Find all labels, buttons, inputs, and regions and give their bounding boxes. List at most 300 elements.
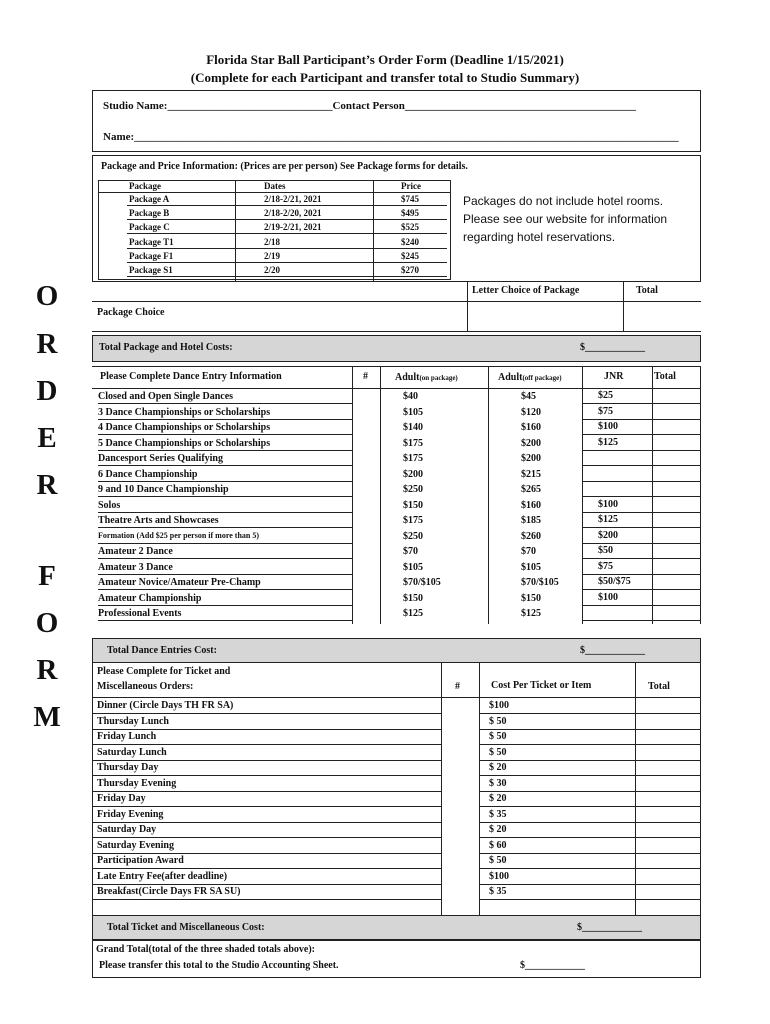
row-underline — [98, 605, 352, 606]
row-underline — [582, 620, 652, 621]
participant-name-field[interactable]: Name:___________________________________________________________________________________________________ — [103, 131, 679, 143]
dance-qty-input[interactable] — [354, 499, 378, 513]
dance-adult-on: $40 — [403, 391, 418, 402]
ticket-qty-input[interactable] — [443, 715, 477, 729]
ticket-qty-input[interactable] — [443, 777, 477, 791]
ticket-cost: $ 60 — [489, 839, 507, 851]
adult-on-sublabel: (on package) — [419, 374, 458, 382]
dance-qty-input[interactable] — [354, 452, 378, 466]
dance-qty-input[interactable] — [354, 390, 378, 404]
dance-total-input[interactable] — [654, 530, 698, 544]
row-underline — [582, 419, 652, 420]
dance-adult-on: $70/$105 — [403, 577, 441, 588]
dance-qty-input[interactable] — [354, 514, 378, 528]
row-underline — [98, 434, 352, 435]
dance-total-label: Total Dance Entries Cost: — [107, 645, 217, 656]
package-price: $525 — [401, 222, 419, 233]
row-underline — [98, 589, 352, 590]
dance-qty-input[interactable] — [354, 421, 378, 435]
dance-adult-off: $160 — [521, 499, 541, 511]
row-underline — [652, 465, 700, 466]
package-dates: 2/19 — [264, 250, 281, 261]
row-underline — [127, 233, 447, 234]
dance-total-input[interactable] — [654, 576, 698, 590]
row-underline — [98, 496, 352, 497]
ticket-total-input[interactable] — [637, 746, 697, 760]
row-underline — [652, 512, 700, 513]
adult-off-header — [498, 372, 562, 383]
ticket-name: Late Entry Fee(after deadline) — [97, 870, 228, 882]
row-underline — [652, 543, 700, 544]
ticket-name: Dinner (Circle Days TH FR SA) — [97, 700, 234, 711]
dance-qty-input[interactable] — [354, 530, 378, 544]
dance-adult-on: $150 — [403, 499, 423, 511]
dance-row — [92, 561, 701, 576]
ticket-total-input[interactable] — [637, 777, 697, 791]
package-name: Package C — [129, 222, 170, 233]
dance-total-input[interactable] — [654, 437, 698, 451]
ticket-name: Thursday Evening — [97, 777, 177, 789]
row-underline — [582, 496, 652, 497]
ticket-total-input[interactable] — [637, 699, 697, 713]
package-choice-label: Package Choice — [97, 307, 165, 318]
package-name: Package T1 — [129, 236, 174, 247]
row-underline — [652, 419, 700, 420]
dance-jnr: $100 — [598, 498, 618, 510]
row-underline — [652, 589, 700, 590]
package-hotel-total-value[interactable]: $____________ — [580, 342, 645, 353]
row-underline — [582, 558, 652, 559]
package-row — [99, 208, 450, 222]
dance-jnr: $25 — [598, 390, 613, 401]
tickets-cost-header: Cost Per Ticket or Item — [491, 680, 592, 691]
ticket-cost: $ 50 — [489, 746, 507, 758]
dance-adult-on: $175 — [403, 515, 423, 526]
dance-total-row — [92, 638, 701, 663]
dance-name: Theatre Arts and Showcases — [98, 515, 219, 526]
ticket-row — [93, 885, 700, 900]
dance-row — [92, 530, 701, 545]
jnr-header: JNR — [604, 371, 624, 382]
package-hotel-total-row — [92, 335, 701, 362]
dance-adult-on: $125 — [403, 608, 423, 619]
tickets-info-header-1: Please Complete for Ticket and — [97, 666, 231, 677]
package-price: $495 — [401, 208, 419, 219]
package-price: $240 — [401, 236, 419, 247]
ticket-row — [93, 823, 700, 838]
dance-name: Solos — [98, 499, 121, 511]
ticket-cost: $ 20 — [489, 793, 507, 804]
ticket-qty-input[interactable] — [443, 699, 477, 713]
package-info-box — [92, 155, 701, 282]
ticket-total-input[interactable] — [637, 854, 697, 868]
ticket-row — [93, 699, 700, 714]
package-name: Package F1 — [129, 250, 174, 261]
dance-qty-input[interactable] — [354, 607, 378, 621]
ticket-name: Saturday Evening — [97, 839, 174, 851]
side-letter: R — [36, 654, 58, 686]
package-dates: 2/20 — [264, 265, 281, 275]
package-row — [99, 265, 450, 279]
ticket-total-input[interactable] — [637, 839, 697, 853]
row-underline — [98, 481, 352, 482]
dance-total-input[interactable] — [654, 514, 698, 528]
row-underline — [652, 620, 700, 621]
ticket-qty-input[interactable] — [443, 730, 477, 744]
row-underline — [98, 419, 352, 420]
dance-total-input[interactable] — [654, 452, 698, 466]
dance-adult-on: $200 — [403, 468, 423, 480]
ticket-name: Friday Evening — [97, 808, 164, 820]
side-letter: D — [36, 375, 58, 407]
dance-name: Closed and Open Single Dances — [98, 391, 234, 402]
dance-row — [92, 468, 701, 483]
dance-jnr: $100 — [598, 591, 618, 603]
row-underline — [582, 543, 652, 544]
dance-adult-off: $185 — [521, 515, 541, 526]
dance-adult-off: $125 — [521, 608, 541, 619]
row-underline — [652, 403, 700, 404]
dance-row — [92, 545, 701, 560]
dance-total-header: Total — [654, 371, 676, 382]
adult-off-label: Adult — [498, 372, 523, 383]
ticket-row — [93, 715, 700, 730]
grand-total-line2: Please transfer this total to the Studio Accounting Sheet. — [99, 960, 339, 971]
row-underline — [582, 403, 652, 404]
ticket-qty-input[interactable] — [443, 746, 477, 760]
dance-jnr: $200 — [598, 529, 618, 541]
dance-jnr: $125 — [598, 436, 618, 448]
tickets-total-header: Total — [648, 681, 670, 692]
row-underline — [98, 558, 352, 559]
row-underline — [582, 450, 652, 451]
dance-adult-off: $200 — [521, 453, 541, 464]
dance-total-input[interactable] — [654, 561, 698, 575]
dance-adult-off: $70 — [521, 546, 536, 557]
ticket-name: Friday Day — [97, 793, 146, 804]
row-underline — [98, 450, 352, 451]
dance-qty-input[interactable] — [354, 437, 378, 451]
grand-total-line1: Grand Total(total of the three shaded totals above): — [96, 944, 315, 955]
dance-adult-off: $150 — [521, 592, 541, 604]
dance-adult-on: $140 — [403, 422, 423, 433]
ticket-name: Participation Award — [97, 855, 184, 866]
dance-info-header: Please Complete Dance Entry Information — [100, 371, 282, 382]
ticket-qty-input[interactable] — [443, 792, 477, 806]
ticket-total-input[interactable] — [637, 885, 697, 899]
side-letter: F — [38, 560, 56, 592]
row-underline — [652, 434, 700, 435]
dance-adult-on: $70 — [403, 546, 418, 557]
row-underline — [93, 899, 441, 900]
ticket-row — [93, 854, 700, 869]
ticket-name: Thursday Day — [97, 762, 159, 773]
dance-adult-off: $200 — [521, 437, 541, 449]
tickets-num-header: # — [455, 681, 460, 692]
ticket-total-input[interactable] — [637, 823, 697, 837]
dance-adult-on: $175 — [403, 437, 423, 449]
dance-row — [92, 514, 701, 529]
dance-name: 3 Dance Championships or Scholarships — [98, 406, 271, 418]
ticket-qty-input[interactable] — [443, 761, 477, 775]
dance-total-input[interactable] — [654, 545, 698, 559]
dance-name: 4 Dance Championships or Scholarships — [98, 422, 271, 433]
row-underline — [98, 512, 352, 513]
ticket-row — [93, 746, 700, 761]
letter-choice-label: Letter Choice of Package — [472, 285, 580, 296]
package-row — [99, 194, 450, 208]
dance-name: 6 Dance Championship — [98, 468, 198, 480]
dance-jnr: $125 — [598, 514, 618, 525]
ticket-row — [93, 839, 700, 854]
package-col-header: Package — [129, 181, 161, 191]
package-dates: 2/18-2/21, 2021 — [264, 194, 322, 204]
dance-total-input[interactable] — [654, 607, 698, 621]
dance-row — [92, 452, 701, 467]
ticket-row — [93, 761, 700, 776]
dance-qty-input[interactable] — [354, 592, 378, 606]
row-underline — [98, 527, 352, 528]
ticket-row — [93, 777, 700, 792]
dance-name: Formation (Add $25 per person if more than 5) — [98, 530, 260, 540]
dance-adult-off: $120 — [521, 406, 541, 418]
dance-qty-input[interactable] — [354, 561, 378, 575]
dance-row — [92, 483, 701, 498]
hotel-note: Packages do not include hotel rooms. Please see our website for information regarding hotel reservations. — [463, 194, 668, 244]
ticket-cost: $ 50 — [489, 715, 507, 727]
row-underline — [582, 465, 652, 466]
dance-adult-on: $250 — [403, 530, 423, 542]
package-total-input[interactable] — [626, 304, 698, 329]
package-name: Package B — [129, 208, 170, 219]
grand-total-value[interactable]: $____________ — [520, 960, 585, 971]
ticket-row — [93, 730, 700, 745]
tickets-total-row — [92, 915, 701, 940]
dance-total-input[interactable] — [654, 483, 698, 497]
dance-row — [92, 592, 701, 607]
dance-name: Professional Events — [98, 608, 182, 619]
ticket-row — [93, 870, 700, 885]
row-underline — [582, 481, 652, 482]
ticket-row — [93, 808, 700, 823]
row-underline — [127, 219, 447, 220]
package-price: $270 — [401, 265, 419, 275]
dance-name: Amateur Novice/Amateur Pre-Champ — [98, 577, 261, 588]
letter-choice-input[interactable] — [470, 304, 620, 329]
dance-row — [92, 607, 701, 622]
dance-adult-on: $105 — [403, 406, 423, 418]
ticket-name: Thursday Lunch — [97, 715, 169, 727]
package-name: Package A — [129, 194, 170, 204]
ticket-name: Friday Lunch — [97, 731, 157, 742]
dance-qty-input[interactable] — [354, 545, 378, 559]
price-col-header: Price — [401, 181, 421, 191]
dance-num-header: # — [363, 371, 368, 382]
row-underline — [652, 527, 700, 528]
dance-adult-on: $105 — [403, 561, 423, 573]
side-letter: R — [36, 328, 58, 360]
dance-qty-input[interactable] — [354, 483, 378, 497]
side-letter: O — [35, 280, 59, 312]
dance-qty-input[interactable] — [354, 576, 378, 590]
dance-jnr: $75 — [598, 560, 613, 572]
row-underline — [582, 512, 652, 513]
dance-row — [92, 421, 701, 436]
ticket-cost: $100 — [489, 870, 509, 882]
row-underline — [652, 450, 700, 451]
ticket-qty-input[interactable] — [443, 808, 477, 822]
ticket-total-input[interactable] — [637, 730, 697, 744]
package-name: Package S1 — [129, 265, 173, 275]
side-letter: E — [37, 422, 57, 454]
package-row — [99, 251, 450, 265]
package-heading: Package and Price Information: (Prices are per person) See Package forms for details. — [101, 161, 468, 172]
side-letter: R — [36, 469, 58, 501]
row-underline — [98, 543, 352, 544]
dance-name: Dancesport Series Qualifying — [98, 453, 223, 464]
dance-jnr: $50 — [598, 545, 613, 556]
package-price: $245 — [401, 250, 419, 261]
dance-name: Amateur 2 Dance — [98, 546, 173, 557]
row-underline — [582, 605, 652, 606]
package-dates: 2/19-2/21, 2021 — [264, 222, 322, 233]
dance-total-input[interactable] — [654, 592, 698, 606]
ticket-cost: $ 50 — [489, 855, 507, 866]
dance-row — [92, 390, 701, 405]
dance-adult-off: $215 — [521, 468, 541, 480]
tickets-total-value[interactable]: $____________ — [577, 922, 642, 933]
package-dates: 2/18-2/20, 2021 — [264, 208, 322, 219]
row-underline — [127, 248, 447, 249]
row-underline — [98, 403, 352, 404]
adult-on-header — [395, 372, 458, 383]
dance-name: Amateur Championship — [98, 592, 202, 604]
dance-name: 9 and 10 Dance Championship — [98, 484, 229, 495]
tickets-info-header-2: Miscellaneous Orders: — [97, 681, 194, 692]
dance-adult-on: $150 — [403, 592, 423, 604]
dance-row — [92, 499, 701, 514]
row-underline — [582, 574, 652, 575]
ticket-total-input[interactable] — [637, 870, 697, 884]
ticket-qty-input[interactable] — [443, 823, 477, 837]
side-letter: M — [33, 701, 61, 733]
row-underline — [582, 589, 652, 590]
dance-name: 5 Dance Championships or Scholarships — [98, 437, 271, 449]
ticket-cost: $ 50 — [489, 731, 507, 742]
form-subtitle: (Complete for each Participant and transfer total to Studio Summary) — [190, 70, 580, 85]
package-choice-row — [92, 282, 701, 332]
dance-entries-table — [92, 366, 701, 624]
row-underline — [582, 434, 652, 435]
ticket-total-input[interactable] — [637, 808, 697, 822]
row-underline — [582, 527, 652, 528]
ticket-cost: $ 20 — [489, 824, 507, 835]
side-letter: O — [35, 607, 59, 639]
dance-adult-off: $70/$105 — [521, 577, 559, 588]
ticket-row — [93, 792, 700, 807]
dance-adult-off: $105 — [521, 561, 541, 573]
tickets-table — [92, 663, 701, 915]
studio-name-field[interactable]: Studio Name:______________________________Contact Person__________________________________________ — [103, 100, 636, 112]
row-underline — [98, 620, 352, 621]
ticket-cost: $ 35 — [489, 886, 507, 897]
row-underline — [98, 465, 352, 466]
package-row — [99, 222, 450, 236]
package-hotel-total-label: Total Package and Hotel Costs: — [99, 342, 233, 353]
row-underline — [652, 496, 700, 497]
package-dates: 2/18 — [264, 236, 281, 247]
ticket-qty-input[interactable] — [443, 885, 477, 899]
ticket-total-input[interactable] — [637, 792, 697, 806]
ticket-name: Saturday Day — [97, 824, 157, 835]
dance-row — [92, 437, 701, 452]
dance-jnr: $50/$75 — [598, 576, 631, 587]
ticket-name: Breakfast(Circle Days FR SA SU) — [97, 886, 241, 897]
dance-adult-on: $250 — [403, 484, 423, 495]
dance-adult-off: $160 — [521, 422, 541, 433]
dance-jnr: $100 — [598, 421, 618, 432]
dance-jnr: $75 — [598, 405, 613, 417]
dance-total-input[interactable] — [654, 468, 698, 482]
row-underline — [98, 574, 352, 575]
package-row — [99, 237, 450, 251]
ticket-cost: $100 — [489, 700, 509, 711]
grand-total-box — [92, 940, 701, 978]
dance-adult-off: $265 — [521, 484, 541, 495]
ticket-cost: $ 20 — [489, 762, 507, 773]
tickets-total-label: Total Ticket and Miscellaneous Cost: — [107, 922, 265, 933]
package-table — [98, 180, 451, 280]
row-underline — [652, 481, 700, 482]
package-price: $745 — [401, 194, 419, 204]
ticket-qty-input[interactable] — [443, 870, 477, 884]
ticket-total-input[interactable] — [637, 715, 697, 729]
form-title: Florida Star Ball Participant’s Order Form (Deadline 1/15/2021) — [206, 52, 564, 67]
row-underline — [127, 276, 447, 277]
dance-total-input[interactable] — [654, 421, 698, 435]
row-underline — [652, 558, 700, 559]
dance-total-input[interactable] — [654, 499, 698, 513]
package-total-label: Total — [636, 285, 658, 296]
adult-on-label: Adult — [395, 372, 420, 383]
row-underline — [652, 605, 700, 606]
ticket-name: Saturday Lunch — [97, 746, 167, 758]
ticket-cost: $ 35 — [489, 808, 507, 820]
row-underline — [479, 899, 700, 900]
dance-name: Amateur 3 Dance — [98, 561, 173, 573]
ticket-cost: $ 30 — [489, 777, 507, 789]
dance-row — [92, 406, 701, 421]
dance-qty-input[interactable] — [354, 468, 378, 482]
dance-qty-input[interactable] — [354, 406, 378, 420]
row-underline — [127, 262, 447, 263]
row-underline — [652, 574, 700, 575]
ticket-total-input[interactable] — [637, 761, 697, 775]
dance-adult-off: $45 — [521, 391, 536, 402]
adult-off-sublabel: (off package) — [522, 374, 562, 382]
dance-row — [92, 576, 701, 591]
studio-info-box — [92, 90, 701, 152]
dance-total-input[interactable] — [654, 406, 698, 420]
dance-total-value[interactable]: $____________ — [580, 645, 645, 656]
dance-adult-off: $260 — [521, 530, 541, 542]
dance-total-input[interactable] — [654, 390, 698, 404]
ticket-qty-input[interactable] — [443, 839, 477, 853]
dance-adult-on: $175 — [403, 453, 423, 464]
ticket-qty-input[interactable] — [443, 854, 477, 868]
row-underline — [127, 205, 447, 206]
dates-col-header: Dates — [264, 181, 286, 191]
